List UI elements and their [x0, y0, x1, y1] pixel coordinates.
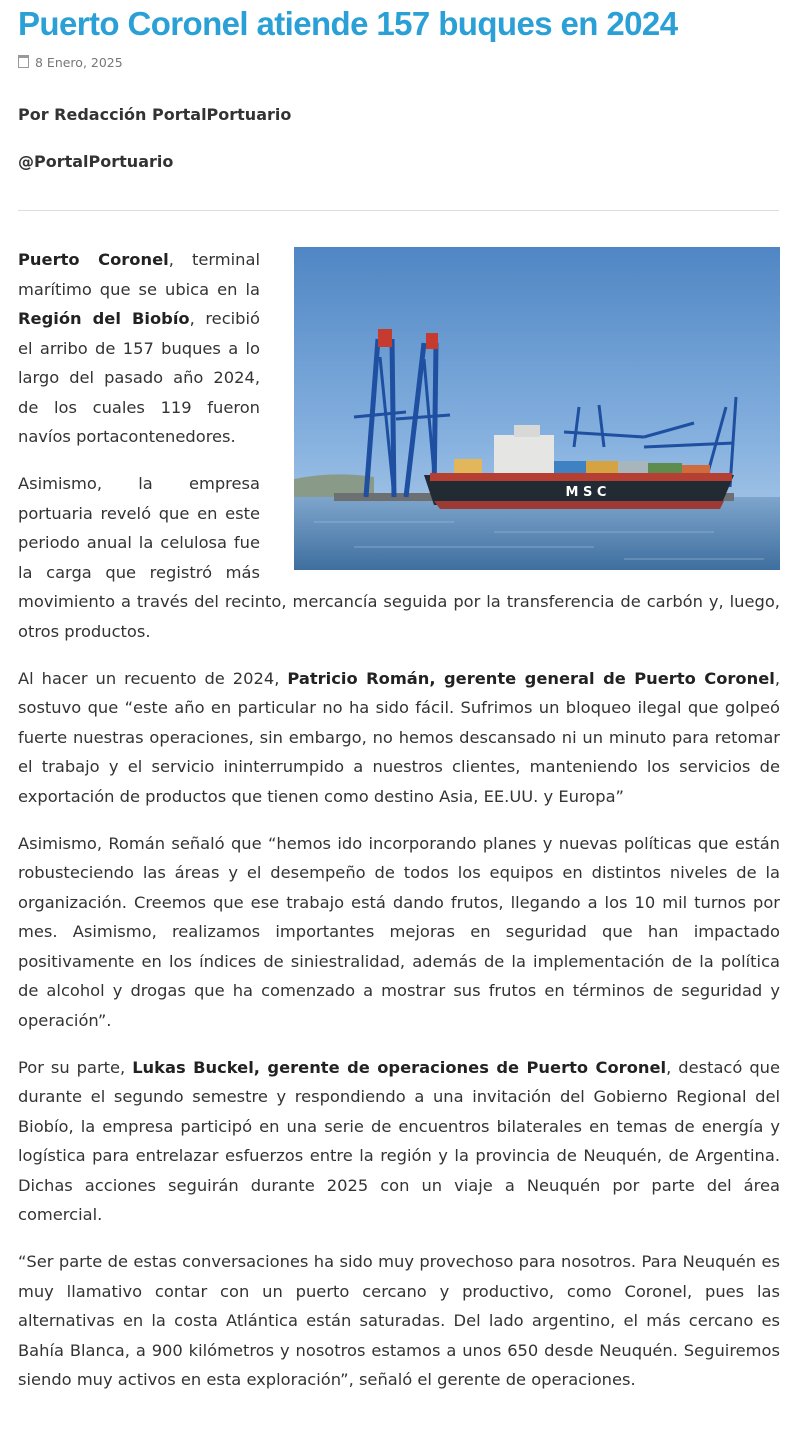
article-date	[18, 55, 123, 71]
paragraph-1-text-2: , recibió el arribo de 157 buques a lo largo del pasado año 2024, de los cuales 119 fueron navíos portacontenedores.	[18, 309, 260, 446]
calendar-icon	[18, 55, 29, 68]
paragraph-1-text-1: , terminal marítimo que se ubica en la	[18, 250, 260, 299]
port-name-bold: Puerto Coronel	[18, 250, 169, 269]
general-manager-bold: Patricio Román, gerente general de Puerto Coronel	[287, 668, 775, 688]
paragraph-3	[18, 664, 780, 812]
paragraph-3-text-1: Al hacer un recuento de 2024,	[18, 668, 288, 688]
paragraph-5-text-1: Por su parte,	[18, 1057, 133, 1077]
article-body	[18, 245, 780, 1412]
paragraph-4: Asimismo, Román señaló que “hemos ido incorporando planes y nuevas políticas que están robusteciendo las áreas y el desempeño de todos los equipos en distintos niveles de la organización. Creemos que ese trabajo está dando frutos, llegando a los 10 mil turnos por mes. Asimismo, realizamos importantes mejoras en seguridad que han impactado positivamente en los índices de siniestralidad, además de la implementación de la política de alcohol y drogas que ha comenzado a mostrar sus frutos en términos de seguridad y operación”.	[18, 833, 780, 1030]
operations-manager-bold: Lukas Buckel, gerente de operaciones de Puerto Coronel	[132, 1057, 667, 1077]
paragraph-3-text-2: , sostuvo que “este año en particular no ha sido fácil. Sufrimos un bloqueo ilegal que golpeó fuerte nuestras operaciones, sin embargo, no hemos descansado ni un minuto para retomar el trabajo y el servicio ininterrumpido a nuestros clientes, manteniendo los servicios de exportación de productos que tienen como destino Asia, EE.UU. y Europa”	[18, 668, 781, 806]
paragraph-6: “Ser parte de estas conversaciones ha sido muy provechoso para nosotros. Para Neuquén es muy llamativo contar con un puerto cercano y productivo, como Coronel, pues las alternativas en la costa Atlántica están saturadas. Del lado argentino, el más cercano es Bahía Blanca, a 900 kilómetros y nosotros estamos a unos 650 desde Neuquén. Seguiremos siendo muy activos en esta exploración”, señaló el gerente de operaciones.	[18, 1252, 780, 1389]
ship-logo-text: M S C	[565, 485, 607, 500]
date-text: 8 Enero, 2025	[35, 55, 123, 70]
port-photo	[294, 247, 780, 570]
region-name-bold: Región del Biobío	[18, 309, 190, 328]
author-handle: @PortalPortuario	[18, 152, 174, 171]
paragraph-5	[18, 1053, 780, 1230]
paragraph-5-text-2: , destacó que durante el segundo semestre y respondiendo a una invitación del Gobierno Regional del Biobío, la empresa participó en una serie de encuentros bilaterales en temas de energía y logística para entrelazar esfuerzos entre la región y la provincia de Neuquén, de Argentina. Dichas acciones seguirán durante 2025 con un viaje a Neuquén por parte del área comercial.	[18, 1057, 780, 1224]
article-title: Puerto Coronel atiende 157 buques en 2024	[18, 5, 678, 42]
paragraph-2: Asimismo, la empresa portuaria reveló que en este periodo anual la celulosa fue la carga que registró más movimiento a través del recinto, mercancía seguida por la transferencia de carbón y, luego, otros productos.	[18, 474, 780, 641]
divider	[18, 210, 779, 211]
byline: Por Redacción PortalPortuario	[18, 105, 292, 124]
